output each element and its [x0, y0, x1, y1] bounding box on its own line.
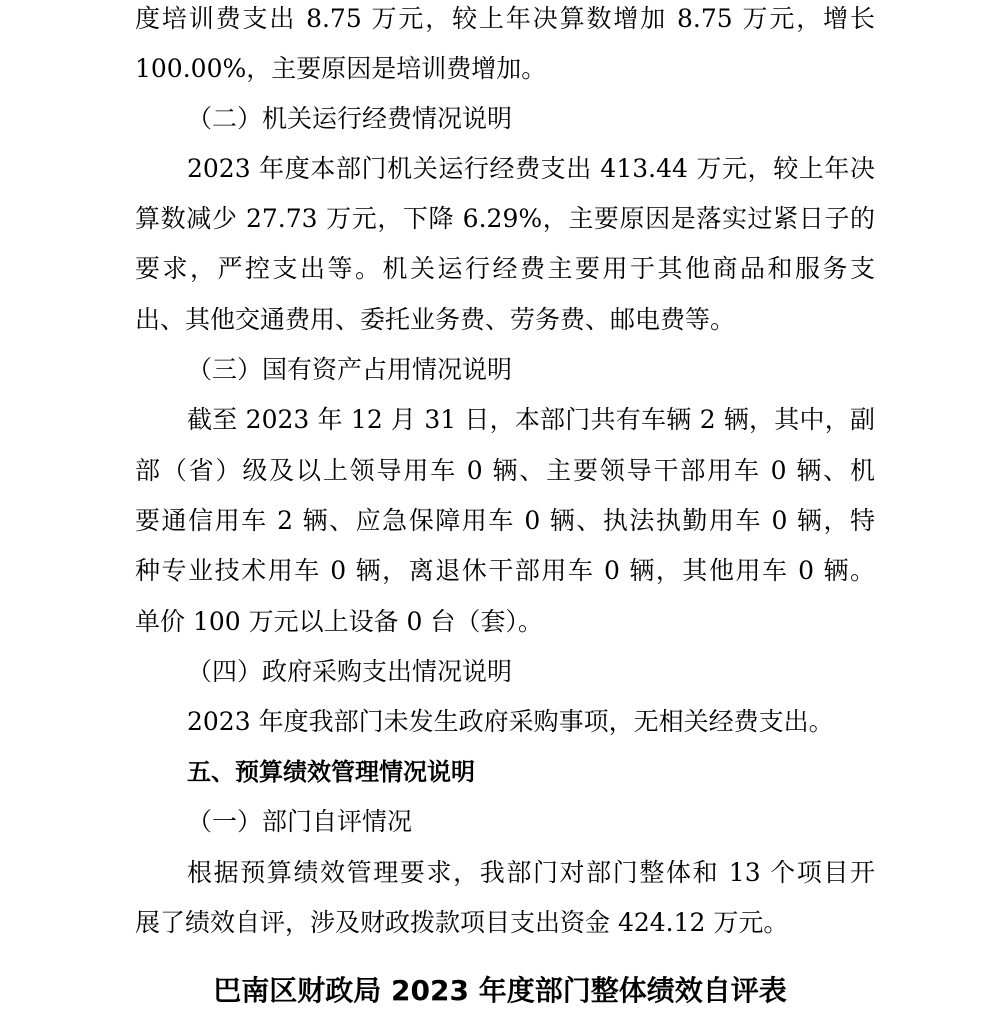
section-heading: （四）政府采购支出情况说明 [187, 657, 513, 686]
paragraph-line: 要求，严控支出等。机关运行经费主要用于其他商品和服务支 [135, 254, 875, 283]
paragraph-line: 单价 100 万元以上设备 0 台（套）。 [135, 607, 543, 636]
paragraph-line: 2023 年度我部门未发生政府采购事项，无相关经费支出。 [187, 707, 834, 736]
paragraph-line: 部（省）级及以上领导用车 0 辆、主要领导干部用车 0 辆、机 [135, 456, 875, 485]
paragraph-line: 种专业技术用车 0 辆，离退休干部用车 0 辆，其他用车 0 辆。 [135, 556, 875, 585]
table-title: 巴南区财政局 2023 年度部门整体绩效自评表 [213, 974, 787, 1007]
paragraph-line: 展了绩效自评，涉及财政拨款项目支出资金 424.12 万元。 [135, 908, 789, 937]
section-heading: （二）机关运行经费情况说明 [187, 104, 513, 133]
paragraph-line: 算数减少 27.73 万元，下降 6.29%，主要原因是落实过紧日子的 [135, 204, 875, 233]
paragraph-line: 出、其他交通费用、委托业务费、劳务费、邮电费等。 [135, 305, 736, 334]
paragraph-line: 截至 2023 年 12 月 31 日，本部门共有车辆 2 辆，其中，副 [187, 405, 875, 434]
section-heading: （一）部门自评情况 [187, 807, 413, 836]
paragraph-line: 根据预算绩效管理要求，我部门对部门整体和 13 个项目开 [187, 858, 875, 887]
paragraph-line: 度培训费支出 8.75 万元，较上年决算数增加 8.75 万元，增长 [135, 4, 875, 33]
paragraph-line: 2023 年度本部门机关运行经费支出 413.44 万元，较上年决 [187, 154, 875, 183]
paragraph-line: 100.00%，主要原因是培训费增加。 [135, 54, 547, 83]
chapter-heading: 五、预算绩效管理情况说明 [187, 758, 475, 786]
paragraph-line: 要通信用车 2 辆、应急保障用车 0 辆、执法执勤用车 0 辆，特 [135, 506, 875, 535]
section-heading: （三）国有资产占用情况说明 [187, 355, 513, 384]
document-body [135, 0, 875, 1009]
